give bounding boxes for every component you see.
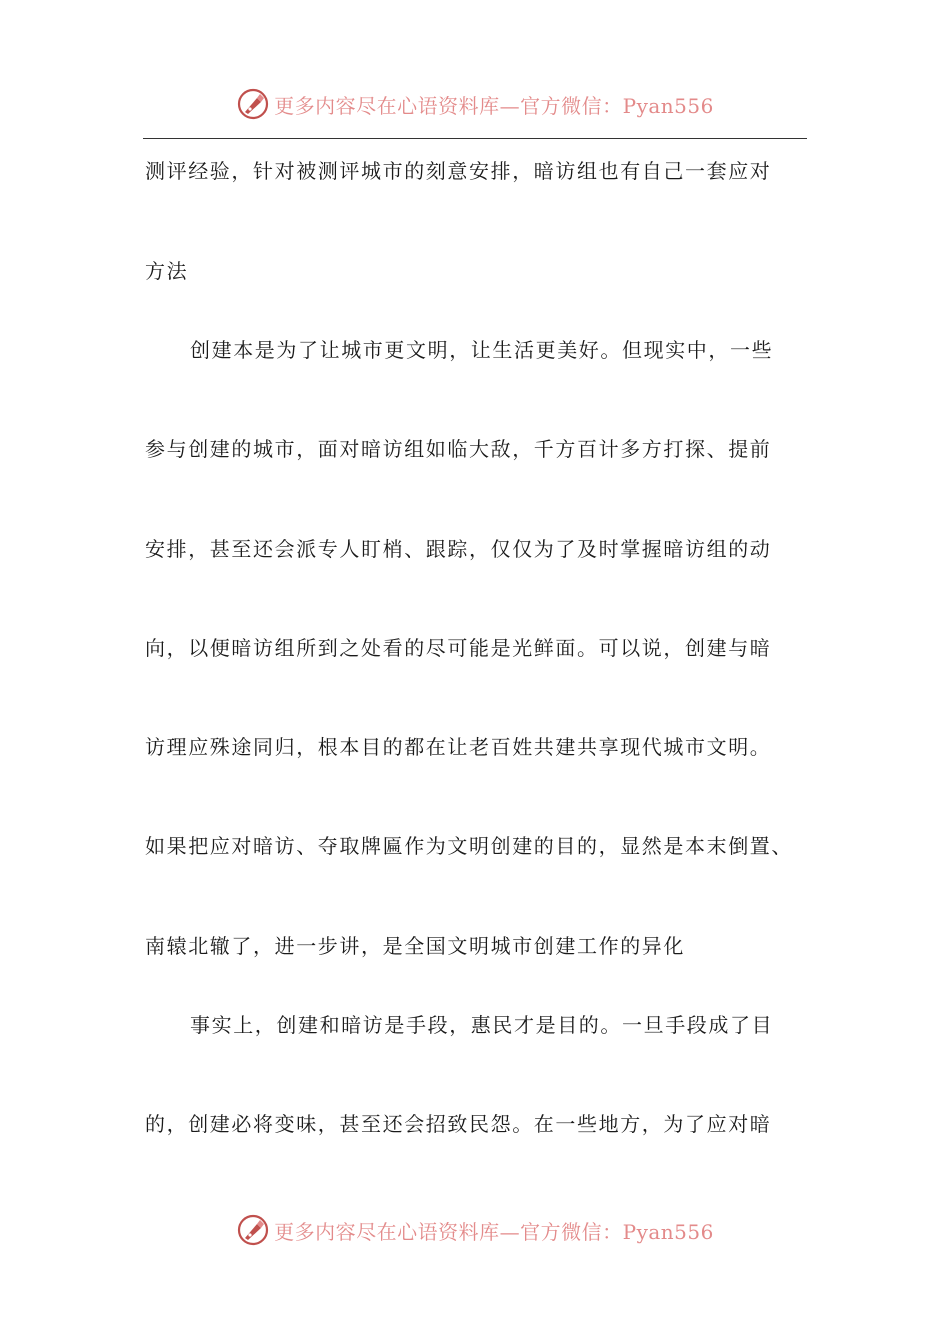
text-line: 安排，甚至还会派专人盯梢、跟踪，仅仅为了及时掌握暗访组的动 <box>145 537 772 561</box>
text-line: 方法 <box>145 259 189 283</box>
paragraph-start-line: 事实上，创建和暗访是手段，惠民才是目的。一旦手段成了目 <box>190 1013 774 1037</box>
text-line: 测评经验，针对被测评城市的刻意安排，暗访组也有自己一套应对 <box>145 159 772 183</box>
text-line: 访理应殊途同归，根本目的都在让老百姓共建共享现代城市文明。 <box>145 735 772 759</box>
footer-banner <box>0 1210 950 1250</box>
text-line: 如果把应对暗访、夺取牌匾作为文明创建的目的，显然是本末倒置、 <box>145 834 793 858</box>
text-line: 向，以便暗访组所到之处看的尽可能是光鲜面。可以说，创建与暗 <box>145 636 772 660</box>
banner-text: 更多内容尽在心语资料库—官方微信：Pyan556 <box>274 93 714 118</box>
text-line: 参与创建的城市，面对暗访组如临大敌，千方百计多方打探、提前 <box>145 437 772 461</box>
text-line: 的，创建必将变味，甚至还会招致民怨。在一些地方，为了应对暗 <box>145 1112 772 1136</box>
pen-nib-icon <box>236 87 270 121</box>
pen-nib-icon <box>236 1213 270 1247</box>
paragraph-start-line: 创建本是为了让城市更文明，让生活更美好。但现实中，一些 <box>190 338 774 362</box>
text-line: 南辕北辙了，进一步讲，是全国文明城市创建工作的异化 <box>145 934 685 958</box>
banner-text: 更多内容尽在心语资料库—官方微信：Pyan556 <box>274 1219 714 1244</box>
header-divider <box>143 138 807 139</box>
header-banner <box>0 84 950 124</box>
